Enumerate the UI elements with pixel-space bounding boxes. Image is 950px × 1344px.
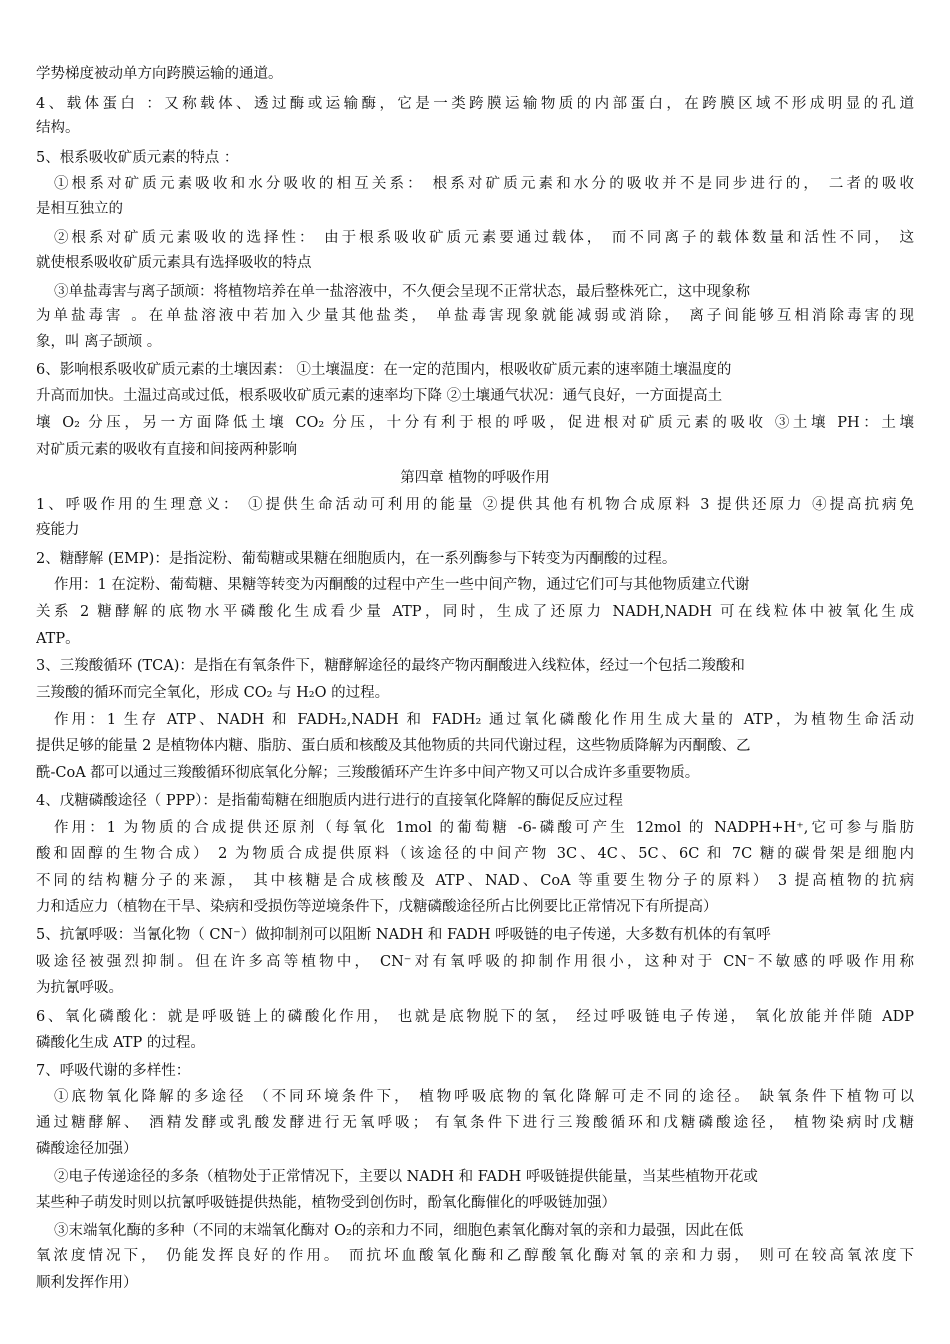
text-line: 作用：1 在淀粉、葡萄糖、果糖等转变为丙酮酸的过程中产生一些中间产物，通过它们可与其他物质建立代谢 [54, 577, 750, 593]
text-line: 作用：1 为物质的合成提供还原剂（每氧化 1mol 的葡萄糖 -6-磷酸可产生 12mol 的 NADPH+H⁺,它可参与脂肪 [54, 820, 914, 836]
text-line: ①根系对矿质元素吸收和水分吸收的相互关系： 根系对矿质元素和水分的吸收并不是同步进行的， 二者的吸收 [54, 176, 914, 192]
section-heading: 6、影响根系吸收矿质元素的土壤因素： ①土壤温度：在一定的范围内，根吸收矿质元素的速率随土壤温度的 [36, 362, 732, 378]
text-line: 学势梯度被动单方向跨膜运输的通道。 [36, 66, 283, 82]
text-line: ③末端氧化酶的多种（不同的末端氧化酶对 O₂的亲和力不同，细胞色素氧化酶对氧的亲和力最强，因此在低 [54, 1223, 744, 1239]
section-heading: 5、抗氰呼吸：当氰化物（ CN⁻）做抑制剂可以阻断 NADH 和 FADH 呼吸链的电子传递，大多数有机体的有氧呼 [36, 927, 771, 943]
text-line: 酸和固醇的生物合成） 2 为物质合成提供原料（该途径的中间产物 3C、4C、5C、6C 和 7C 糖的碳骨架是细胞内 [36, 846, 914, 862]
text-line: ②根系对矿质元素吸收的选择性： 由于根系吸收矿质元素要通过载体， 而不同离子的载体数量和活性不同， 这 [54, 230, 914, 246]
text-line: 关系 2 糖酵解的底物水平磷酸化生成看少量 ATP，同时，生成了还原力 NADH,NADH 可在线粒体中被氧化生成 [36, 604, 914, 620]
text-line: 不同的结构糖分子的来源， 其中核糖是合成核酸及 ATP、NAD、CoA 等重要生物分子的原料） 3 提高植物的抗病 [36, 873, 914, 889]
text-line: ATP。 [36, 631, 80, 647]
section-heading: 5、根系吸收矿质元素的特点 ： [36, 150, 239, 166]
text-line: 顺利发挥作用） [36, 1275, 138, 1291]
chapter-title: 第四章 植物的呼吸作用 [400, 470, 550, 486]
text-line: ③单盐毒害与离子颉颃：将植物培养在单一盐溶液中，不久便会呈现不正常状态，最后整株死亡，这中现象称 [54, 284, 750, 300]
text-line: 吸途径被强烈抑制。但在许多高等植物中， CN⁻对有氧呼吸的抑制作用很小，这种对于 CN⁻不敏感的呼吸作用称 [36, 954, 914, 970]
text-line: 为抗氰呼吸。 [36, 980, 123, 996]
section-heading: 3、三羧酸循环 (TCA)：是指在有氧条件下，糖酵解途径的最终产物丙酮酸进入线粒体，经过一个包括二羧酸和 [36, 658, 745, 674]
text-line: 三羧酸的循环而完全氧化，形成 CO₂ 与 H₂O 的过程。 [36, 685, 390, 701]
text-line: 升高而加快。土温过高或过低，根系吸收矿质元素的速率均下降 ②土壤通气状况：通气良好，一方面提高土 [36, 388, 723, 404]
section-heading: 7、呼吸代谢的多样性： [36, 1063, 191, 1079]
text-line: ①底物氧化降解的多途径 （不同环境条件下， 植物呼吸底物的氧化降解可走不同的途径。 缺氧条件下植物可以 [54, 1089, 914, 1105]
text-line: 结构。 [36, 120, 80, 136]
text-line: 酰-CoA 都可以通过三羧酸循环彻底氧化分解；三羧酸循环产生许多中间产物又可以合成许多重要物质。 [36, 765, 700, 781]
text-line: 某些种子萌发时则以抗氰呼吸链提供热能，植物受到创伤时，酚氧化酶催化的呼吸链加强） [36, 1195, 616, 1211]
text-line: 力和适应力（植物在干旱、染病和受损伤等逆境条件下，戊糖磷酸途径所占比例要比正常情况下有所提高） [36, 899, 718, 915]
text-line: 壤 O₂ 分压，另一方面降低土壤 CO₂ 分压，十分有利于根的呼吸，促进根对矿质元素的吸收 ③土壤 PH：土壤 [36, 415, 914, 431]
text-line: 为单盐毒害 。在单盐溶液中若加入少量其他盐类， 单盐毒害现象就能减弱或消除， 离子间能够互相消除毒害的现 [36, 308, 914, 324]
text-line: 磷酸途径加强） [36, 1141, 138, 1157]
text-line: 提供足够的能量 2 是植物体内糖、脂肪、蛋白质和核酸及其他物质的共同代谢过程，这些物质降解为丙酮酸、乙 [36, 738, 751, 754]
text-line: 是相互独立的 [36, 201, 123, 217]
text-line: ②电子传递途径的多条（植物处于正常情况下，主要以 NADH 和 FADH 呼吸链提供能量，当某些植物开花或 [54, 1169, 758, 1185]
text-line: 作用：1 生存 ATP、NADH 和 FADH₂,NADH 和 FADH₂ 通过氧化磷酸化作用生成大量的 ATP，为植物生命活动 [54, 712, 914, 728]
section-heading: 4、戊糖磷酸途径（ PPP）：是指葡萄糖在细胞质内进行进行的直接氧化降解的酶促反应过程 [36, 793, 623, 809]
section-heading: 6、氧化磷酸化：就是呼吸链上的磷酸化作用， 也就是底物脱下的氢， 经过呼吸链电子传递， 氧化放能并伴随 ADP [36, 1009, 914, 1025]
text-line: 1、呼吸作用的生理意义： ①提供生命活动可利用的能量 ②提供其他有机物合成原料 3 提供还原力 ④提高抗病免 [36, 497, 914, 513]
text-line: 磷酸化生成 ATP 的过程。 [36, 1035, 205, 1051]
text-line: 就使根系吸收矿质元素具有选择吸收的特点 [36, 255, 312, 271]
section-heading: 2、糖酵解 (EMP)：是指淀粉、葡萄糖或果糖在细胞质内，在一系列酶参与下转变为丙酮酸的过程。 [36, 551, 677, 567]
text-line: 疫能力 [36, 522, 80, 538]
text-line: 对矿质元素的吸收有直接和间接两种影响 [36, 442, 297, 458]
text-line: 4、载体蛋白 ：又称载体、透过酶或运输酶，它是一类跨膜运输物质的内部蛋白，在跨膜区域不形成明显的孔道 [36, 96, 914, 112]
text-line: 氧浓度情况下， 仍能发挥良好的作用。 而抗坏血酸氧化酶和乙醇酸氧化酶对氧的亲和力弱， 则可在较高氧浓度下 [36, 1248, 914, 1264]
text-line: 通过糖酵解、 酒精发酵或乳酸发酵进行无氧呼吸； 有氧条件下进行三羧酸循环和戊糖磷酸途径， 植物染病时戊糖 [36, 1115, 914, 1131]
text-line: 象，叫 离子颉颃 。 [36, 334, 162, 350]
